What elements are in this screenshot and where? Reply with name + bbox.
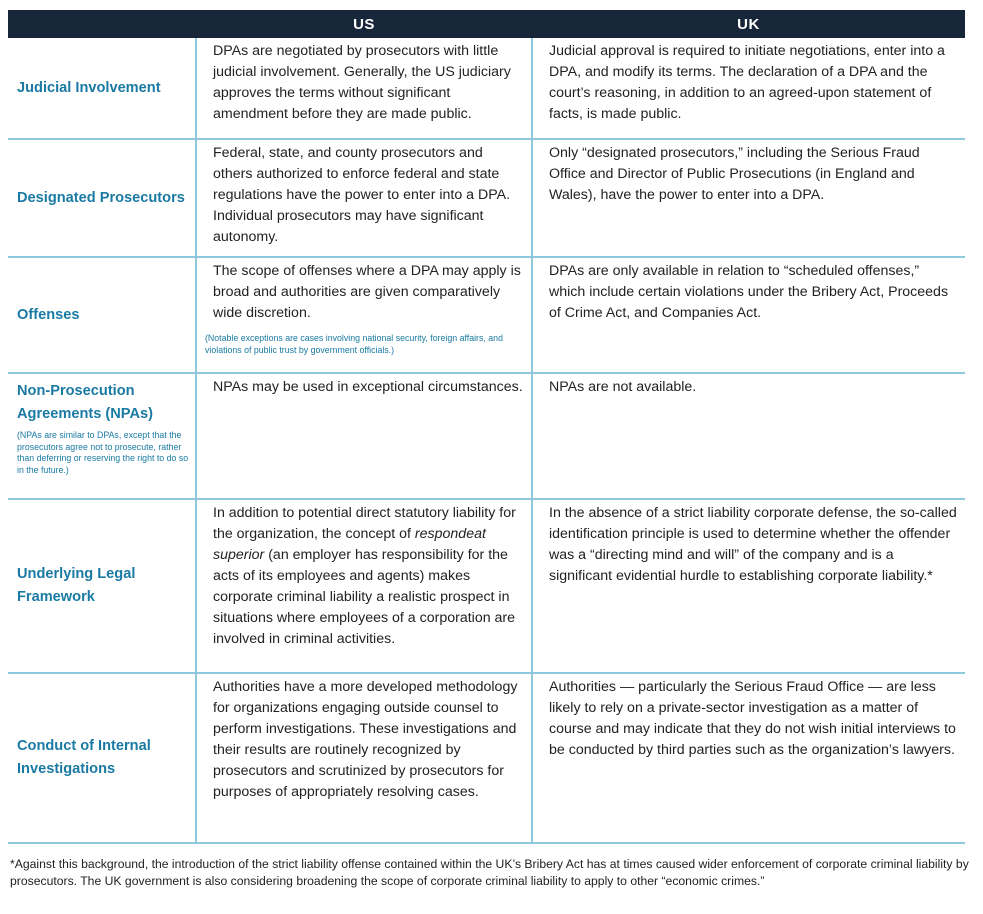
table-row-conduct-of-internal-investigations [8,673,965,843]
header-blank [8,10,196,38]
table-row-judicial-involvement [8,38,965,139]
row-category-cell [8,139,196,257]
header-row [8,10,965,38]
us-cell-note: (Notable exceptions are cases involving national security, foreign affairs, and violations of public trust by government officials.) [205,333,503,355]
us-cell: DPAs are negotiated by prosecutors with little judicial involvement. Generally, the US judiciary approves the terms without significant amendment before they are made public. [196,38,532,139]
table-row-designated-prosecutors [8,139,965,257]
row-category-label: Conduct of Internal Investigations [17,738,151,777]
uk-cell: Judicial approval is required to initiate negotiations, enter into a DPA, and modify its terms. The declaration of a DPA and the court’s reasoning, in addition to an agreed-upon statement of facts, is made public. [532,38,965,139]
row-category-cell [8,673,196,843]
us-cell-latin-term: respondeat superior [213,526,486,563]
header-us: US [196,10,532,38]
uk-cell: Only “designated prosecutors,” including the Serious Fraud Office and Director of Public Prosecutions (in England and Wales), have the power to enter into a DPA. [532,139,965,257]
header-uk: UK [532,10,965,38]
row-category-cell [8,257,196,373]
row-category-note: (NPAs are similar to DPAs, except that the prosecutors agree not to prosecute, rather than deferring or reserving the right to do so in the future.) [17,430,189,475]
row-category-label: Offenses [17,306,80,323]
table-row-offenses [8,257,965,373]
table-row-non-prosecution-agreements [8,373,965,499]
us-cell: NPAs may be used in exceptional circumstances. [196,373,532,499]
uk-cell: NPAs are not available. [532,373,965,499]
us-cell-text: The scope of offenses where a DPA may apply is broad and authorities are given comparatively wide discretion. [213,263,521,321]
us-cell: Authorities have a more developed methodology for organizations engaging outside counsel to perform investigations. These investigations and their results are routinely recognized by prosecutors and scrutinized by prosecutors for purposes of appropriately resolving cases. [196,673,532,843]
us-cell [196,499,532,673]
row-category-label: Non-Prosecution Agreements (NPAs) [17,383,153,422]
row-category-cell [8,373,196,499]
table-header [8,10,965,38]
comparison-table-container [8,10,965,844]
footnote: *Against this background, the introduction of the strict liability offense contained within the UK’s Bribery Act has at times caused wider enforcement of corporate criminal liability by prosecutors. The UK government is also considering broadening the scope of corporate criminal liability to apply to other “economic crimes.” [10,857,969,888]
us-cell-text-before: In addition to potential direct statutory liability for the organization, the concept of [213,505,516,542]
row-category-cell [8,499,196,673]
uk-cell: In the absence of a strict liability corporate defense, the so-called identification principle is used to determine whether the offender was a “directing mind and will” of the company and is a significant evidential hurdle to establishing corporate liability.* [532,499,965,673]
uk-cell: Authorities — particularly the Serious Fraud Office — are less likely to rely on a private-sector investigation as a matter of course and may indicate that they do not wish initial interviews to be conducted by third parties such as the organization’s lawyers. [532,673,965,843]
row-category-label: Underlying Legal Framework [17,566,136,605]
us-cell-text-after: (an employer has responsibility for the acts of its employees and agents) makes corporate criminal liability a realistic prospect in situations where employees of a corporation are involved in criminal activities. [213,547,516,647]
us-cell: Federal, state, and county prosecutors and others authorized to enforce federal and state regulations have the power to enter into a DPA. Individual prosecutors may have significant autonomy. [196,139,532,257]
table-body [8,38,965,843]
row-category-label: Designated Prosecutors [17,189,185,206]
us-uk-dpa-comparison-table [8,10,965,844]
table-row-underlying-legal-framework [8,499,965,673]
row-category-cell [8,38,196,139]
us-cell [196,257,532,373]
row-category-label: Judicial Involvement [17,79,161,96]
uk-cell: DPAs are only available in relation to “scheduled offenses,” which include certain violations under the Bribery Act, Proceeds of Crime Act, and Companies Act. [532,257,965,373]
